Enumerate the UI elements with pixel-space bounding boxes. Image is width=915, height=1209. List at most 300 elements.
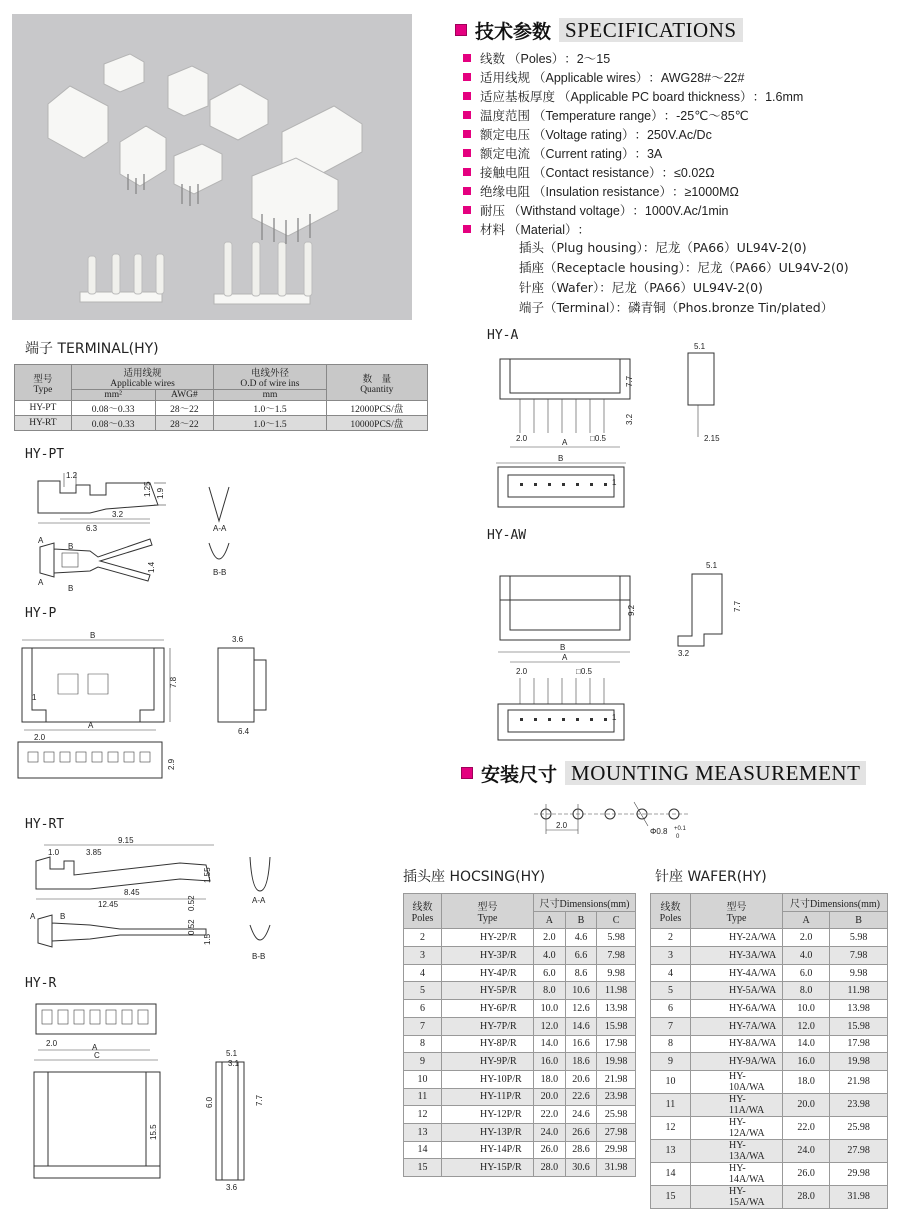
table-cell: 2 [404, 929, 442, 947]
table-cell: 5.98 [597, 929, 636, 947]
mount-tol-up: +0.1 [674, 826, 686, 832]
mounting-drawing [530, 798, 730, 848]
table-cell: 15 [404, 1159, 442, 1177]
p-d5: 2.9 [167, 758, 176, 770]
table-cell: 8 [651, 1035, 691, 1053]
table-cell: 13.98 [830, 1000, 888, 1018]
hy-aw-label: HY-AW [487, 528, 527, 543]
bullet-icon [463, 111, 471, 119]
table-cell: 29.98 [830, 1162, 888, 1185]
table-cell: HY-7A/WA [691, 1017, 783, 1035]
table-cell: 11.98 [830, 982, 888, 1000]
th-qty-en: Quantity [360, 384, 394, 395]
pt-b1: B [68, 584, 74, 593]
spec-value: ：-25℃～85℃ [663, 108, 749, 123]
hy-r-label: HY-R [25, 976, 57, 991]
a-d6: 2.15 [704, 434, 720, 443]
table-cell: 18.0 [783, 1070, 830, 1093]
spec-label-cn: 温度范围 [480, 107, 531, 123]
table-cell: HY-5A/WA [691, 982, 783, 1000]
aw-one: 1 [612, 713, 617, 722]
table-cell: 9 [404, 1053, 442, 1071]
hocsing-th-b: B [565, 911, 597, 929]
table-row [404, 929, 636, 947]
spec-row [463, 124, 903, 143]
p-d4: 2.0 [34, 733, 46, 742]
table-cell: 16.6 [565, 1035, 597, 1053]
connector-product-image [12, 14, 412, 320]
aw-b: B [560, 643, 566, 652]
hocsing-th-type [442, 894, 534, 929]
hocsing-th-c: C [597, 911, 636, 929]
wafer-th-type [691, 894, 783, 929]
table-cell: 13 [404, 1123, 442, 1141]
table-cell: 12.0 [783, 1017, 830, 1035]
cell-awg: 28～22 [155, 401, 214, 416]
pt-aa: A-A [213, 524, 227, 533]
table-row [404, 1106, 636, 1124]
a-b: B [558, 454, 564, 463]
table-cell: HY-8A/WA [691, 1035, 783, 1053]
table-cell: 26.6 [565, 1123, 597, 1141]
table-row [651, 1035, 888, 1053]
wafer-th-poles-cn: 线数 [660, 902, 681, 914]
rt-d2: 1.0 [48, 848, 60, 857]
table-cell: HY-4P/R [442, 964, 534, 982]
table-cell: HY-13A/WA [691, 1139, 783, 1162]
hocsing-th-a: A [534, 911, 566, 929]
spec-label-en: （Applicable PC board thickness） [558, 89, 753, 104]
p-one: 1 [32, 693, 37, 702]
pt-d3: 1.9 [156, 487, 165, 499]
rt-d4: 8.45 [124, 888, 140, 897]
th-wires-cn: 适用线规 [123, 369, 162, 379]
rt-a: A [30, 912, 36, 921]
table-cell: 16.0 [534, 1053, 566, 1071]
spec-label-cn: 适应基板厚度 [480, 88, 556, 104]
table-row [404, 1123, 636, 1141]
table-cell: 2.0 [783, 929, 830, 947]
table-cell: 10.6 [565, 982, 597, 1000]
r-d4: 6.0 [205, 1096, 214, 1108]
pt-a: A [38, 536, 44, 545]
table-row [404, 1088, 636, 1106]
table-cell: HY-2P/R [442, 929, 534, 947]
table-cell: HY-3A/WA [691, 947, 783, 965]
table-cell: HY-11P/R [442, 1088, 534, 1106]
spec-label-en: （Material） [508, 222, 578, 237]
table-cell: 6 [651, 1000, 691, 1018]
p-d1: 3.6 [232, 635, 244, 644]
spec-label-en: （Applicable wires） [533, 70, 649, 85]
table-cell: 5 [404, 982, 442, 1000]
mounting-title-en: MOUNTING MEASUREMENT [565, 761, 866, 785]
p-d2: 7.8 [169, 676, 178, 688]
table-cell: 10 [651, 1070, 691, 1093]
spec-row [463, 86, 903, 105]
th-wires [71, 365, 213, 390]
th-type-en: Type [33, 384, 53, 395]
mounting-title-cn: 安装尺寸 [481, 763, 558, 786]
table-cell: 21.98 [830, 1070, 888, 1093]
rt-d3: 3.85 [86, 848, 102, 857]
spec-label-cn: 绝缘电阻 [480, 183, 531, 199]
spec-list [463, 48, 903, 318]
terminal-title: 端子 TERMINAL(HY) [25, 341, 159, 357]
table-cell: 31.98 [830, 1185, 888, 1208]
spec-label-cn: 适用线规 [480, 69, 531, 85]
table-cell: 20.0 [534, 1088, 566, 1106]
table-cell: HY-2A/WA [691, 929, 783, 947]
table-cell: 21.98 [597, 1070, 636, 1088]
table-row [651, 1017, 888, 1035]
pt-b: B [68, 542, 74, 551]
r-d3: 3.1 [228, 1059, 240, 1068]
aw-d1: 9.2 [627, 604, 636, 616]
pt-d6: 1.4 [147, 561, 156, 573]
hy-pt-drawing [30, 465, 190, 605]
table-row [651, 1162, 888, 1185]
table-row [651, 929, 888, 947]
bullet-icon [463, 187, 471, 195]
bullet-icon [463, 92, 471, 100]
spec-label-cn: 材料 [480, 221, 506, 237]
table-cell: 26.0 [534, 1141, 566, 1159]
table-row [651, 964, 888, 982]
a-d1: 7.7 [625, 375, 634, 387]
table-cell: 28.0 [534, 1159, 566, 1177]
table-cell: 8 [404, 1035, 442, 1053]
table-cell: 10 [404, 1070, 442, 1088]
table-row [651, 1139, 888, 1162]
table-row [651, 947, 888, 965]
wafer-title: 针座 WAFER(HY) [655, 869, 767, 885]
rt-d6: 1.55 [203, 867, 212, 883]
table-cell: 3 [404, 947, 442, 965]
mount-hole: Φ0.8 [650, 827, 668, 836]
th-qty-cn: 数 量 [362, 374, 392, 385]
table-cell: HY-12P/R [442, 1106, 534, 1124]
a-one: 1 [612, 478, 617, 487]
cell-qty: 10000PCS/盘 [326, 416, 427, 431]
a-d4: □0.5 [590, 434, 606, 443]
table-cell: 9.98 [597, 964, 636, 982]
spec-value: ：2～15 [564, 51, 611, 66]
table-row [651, 982, 888, 1000]
th-od-cn: 电线外径 [250, 369, 289, 379]
spec-label-en: （Withstand voltage） [508, 203, 633, 218]
table-cell: 25.98 [830, 1116, 888, 1139]
spec-label-en: （Insulation resistance） [533, 184, 672, 199]
table-cell: 22.0 [534, 1106, 566, 1124]
rt-d5: 12.45 [98, 900, 119, 909]
table-cell: HY-10A/WA [691, 1070, 783, 1093]
section-marker-icon [461, 767, 473, 779]
pt-d2: 1.25 [143, 481, 152, 497]
hocsing-title: 插头座 HOCSING(HY) [403, 869, 546, 885]
table-cell: 7.98 [597, 947, 636, 965]
spec-label-en: （Temperature range） [533, 108, 664, 123]
hy-rt-drawing [30, 835, 230, 965]
table-row [651, 1070, 888, 1093]
hy-pt-label: HY-PT [25, 447, 65, 462]
spec-value: ：≥1000MΩ [671, 184, 739, 199]
table-cell: 4.6 [565, 929, 597, 947]
table-row [15, 401, 428, 416]
table-cell: 4.0 [534, 947, 566, 965]
table-cell: 8.0 [534, 982, 566, 1000]
table-cell: HY-8P/R [442, 1035, 534, 1053]
hocsing-th-type-en: Type [477, 913, 498, 925]
spec-value: ：1000V.Ac/1min [632, 203, 729, 218]
table-cell: 27.98 [597, 1123, 636, 1141]
spec-label-cn: 额定电流 [480, 145, 531, 161]
rt-bb: B-B [252, 952, 266, 961]
table-cell: 18.0 [534, 1070, 566, 1088]
th-qty [326, 365, 427, 401]
table-cell: HY-4A/WA [691, 964, 783, 982]
th-type-cn: 型号 [33, 374, 53, 385]
spec-row [463, 48, 903, 67]
spec-label-en: （Contact resistance） [533, 165, 662, 180]
table-cell: 4 [404, 964, 442, 982]
spec-value: ：250V.Ac/Dc [634, 127, 712, 142]
mounting-header [461, 760, 866, 786]
spec-row [463, 67, 903, 86]
table-row [404, 964, 636, 982]
hy-p-label: HY-P [25, 606, 57, 621]
hy-r-drawing [30, 1000, 280, 1190]
table-cell: 11 [404, 1088, 442, 1106]
table-cell: 12.6 [565, 1000, 597, 1018]
spec-row [463, 143, 903, 162]
r-d2: 5.1 [226, 1049, 238, 1058]
spec-label-cn: 线数 [480, 50, 506, 66]
table-cell: HY-10P/R [442, 1070, 534, 1088]
hocsing-th-poles [404, 894, 442, 929]
table-cell: 10.0 [783, 1000, 830, 1018]
hy-p-drawing [18, 630, 278, 810]
spec-value: ：3A [634, 146, 663, 161]
table-row [404, 1035, 636, 1053]
table-cell: 7 [404, 1017, 442, 1035]
table-cell: 10.0 [534, 1000, 566, 1018]
a-d3: 2.0 [516, 434, 528, 443]
table-cell: HY-9P/R [442, 1053, 534, 1071]
table-cell: 24.0 [783, 1139, 830, 1162]
product-photo [12, 14, 412, 320]
table-cell: HY-12A/WA [691, 1116, 783, 1139]
table-cell: 31.98 [597, 1159, 636, 1177]
r-d7: 3.6 [226, 1183, 238, 1192]
material-row: 插头（Plug housing）：尼龙（PA66）UL94V-2(0) [519, 240, 807, 255]
mount-pitch: 2.0 [556, 821, 568, 830]
cell-od: 1.0～1.5 [214, 416, 326, 431]
table-cell: 28.0 [783, 1185, 830, 1208]
spec-value: ：AWG28#～22# [648, 70, 745, 85]
table-cell: 19.98 [830, 1053, 888, 1071]
table-row [404, 982, 636, 1000]
spec-label-cn: 接触电阻 [480, 164, 531, 180]
rt-d9: 1.5 [203, 933, 212, 945]
spec-row [463, 162, 903, 181]
material-row: 端子（Terminal）：磷青铜（Phos.bronze Tin/plated） [519, 300, 834, 315]
specifications-header [455, 17, 743, 43]
th-od-unit: mm [214, 390, 326, 401]
r-d6: 15.5 [149, 1124, 158, 1140]
table-cell: 26.0 [783, 1162, 830, 1185]
table-cell: HY-11A/WA [691, 1093, 783, 1116]
table-cell: HY-15P/R [442, 1159, 534, 1177]
table-row [404, 1141, 636, 1159]
spec-row [463, 105, 903, 124]
table-row [404, 1159, 636, 1177]
table-row [404, 1017, 636, 1035]
rt-d8: 0.52 [187, 919, 196, 935]
table-cell: HY-14A/WA [691, 1162, 783, 1185]
table-cell: 14.0 [534, 1035, 566, 1053]
wafer-th-b: B [830, 911, 888, 929]
table-cell: 19.98 [597, 1053, 636, 1071]
aw-d5: 2.0 [516, 667, 528, 676]
section-marker-icon [455, 24, 467, 36]
specifications-title-cn: 技术参数 [475, 20, 552, 43]
table-cell: 14 [404, 1141, 442, 1159]
mount-tol-dn: 0 [676, 834, 680, 840]
table-cell: 9.98 [830, 964, 888, 982]
table-cell: 30.6 [565, 1159, 597, 1177]
table-cell: 23.98 [830, 1093, 888, 1116]
spec-label-cn: 耐压 [480, 202, 506, 218]
table-cell: 9 [651, 1053, 691, 1071]
table-cell: HY-6P/R [442, 1000, 534, 1018]
table-cell: 25.98 [597, 1106, 636, 1124]
cell-mm: 0.08～0.33 [71, 401, 155, 416]
pt-bb: B-B [213, 568, 227, 577]
p-d3: 6.4 [238, 727, 250, 736]
aw-a: A [562, 653, 568, 662]
table-cell: 11 [651, 1093, 691, 1116]
table-cell: 7.98 [830, 947, 888, 965]
table-cell: 14.0 [783, 1035, 830, 1053]
table-cell: 15.98 [597, 1017, 636, 1035]
spec-value: ：1.6mm [752, 89, 804, 104]
th-od-en: O.D of wire ins [240, 379, 300, 389]
th-wires-en: Applicable wires [110, 379, 175, 389]
cell-type: HY-RT [15, 416, 72, 431]
table-cell: HY-7P/R [442, 1017, 534, 1035]
spec-label-en: （Current rating） [533, 146, 635, 161]
spec-label-cn: 额定电压 [480, 126, 531, 142]
table-cell: 16.0 [783, 1053, 830, 1071]
table-row [651, 1000, 888, 1018]
table-cell: 12.0 [534, 1017, 566, 1035]
table-cell: 4.0 [783, 947, 830, 965]
table-row [404, 1070, 636, 1088]
table-row [15, 416, 428, 431]
table-cell: 3 [651, 947, 691, 965]
wafer-th-a: A [783, 911, 830, 929]
r-c: C [94, 1051, 100, 1060]
r-d5: 7.7 [255, 1094, 264, 1106]
table-cell: 22.6 [565, 1088, 597, 1106]
pt-d1: 1.2 [66, 471, 78, 480]
spec-row [463, 181, 903, 200]
table-row [651, 1185, 888, 1208]
table-cell: HY-15A/WA [691, 1185, 783, 1208]
cell-qty: 12000PCS/盘 [326, 401, 427, 416]
table-cell: HY-3P/R [442, 947, 534, 965]
table-row [404, 1000, 636, 1018]
spec-row [463, 219, 903, 238]
th-mm: mm² [71, 390, 155, 401]
wafer-th-poles-en: Poles [659, 913, 682, 925]
table-cell: HY-5P/R [442, 982, 534, 1000]
material-row: 针座（Wafer）：尼龙（PA66）UL94V-2(0) [519, 280, 763, 295]
aw-d2: 5.1 [706, 561, 718, 570]
table-cell: 5.98 [830, 929, 888, 947]
bullet-icon [463, 130, 471, 138]
th-od [214, 365, 326, 390]
table-cell: 12 [651, 1116, 691, 1139]
spec-value: ： [577, 222, 590, 237]
spec-label-en: （Poles） [508, 51, 565, 66]
pt-d5: 6.3 [86, 524, 98, 533]
bullet-icon [463, 168, 471, 176]
r-d1: 2.0 [46, 1039, 58, 1048]
wafer-th-type-en: Type [726, 913, 747, 925]
hocsing-th-poles-en: Poles [411, 913, 434, 925]
table-cell: 6.0 [534, 964, 566, 982]
rt-aa: A-A [252, 896, 266, 905]
hy-aw-drawing [500, 560, 750, 750]
table-cell: 27.98 [830, 1139, 888, 1162]
table-cell: 24.0 [534, 1123, 566, 1141]
a-a: A [562, 438, 568, 447]
table-cell: 28.6 [565, 1141, 597, 1159]
r-a: A [92, 1043, 98, 1052]
rt-d1: 9.15 [118, 836, 134, 845]
table-cell: 17.98 [597, 1035, 636, 1053]
cell-od: 1.0～1.5 [214, 401, 326, 416]
table-cell: HY-14P/R [442, 1141, 534, 1159]
table-cell: HY-9A/WA [691, 1053, 783, 1071]
table-cell: 23.98 [597, 1088, 636, 1106]
hy-rt-label: HY-RT [25, 817, 65, 832]
hocsing-table [403, 893, 636, 1177]
aw-d3: 7.7 [733, 600, 742, 612]
cell-type: HY-PT [15, 401, 72, 416]
table-cell: 8.0 [783, 982, 830, 1000]
hocsing-th-poles-cn: 线数 [412, 902, 433, 914]
bullet-icon [463, 225, 471, 233]
table-row [404, 1053, 636, 1071]
table-cell: 6 [404, 1000, 442, 1018]
table-cell: 29.98 [597, 1141, 636, 1159]
table-row [651, 1053, 888, 1071]
pt-a1: A [38, 578, 44, 587]
p-b: B [90, 631, 96, 640]
table-cell: 20.0 [783, 1093, 830, 1116]
specifications-title-en: SPECIFICATIONS [559, 18, 743, 42]
table-cell: 14 [651, 1162, 691, 1185]
aw-d4: 3.2 [678, 649, 690, 658]
table-cell: 14.6 [565, 1017, 597, 1035]
th-awg: AWG# [155, 390, 214, 401]
a-d5: 5.1 [694, 342, 706, 351]
table-cell: 15.98 [830, 1017, 888, 1035]
table-cell: 13.98 [597, 1000, 636, 1018]
